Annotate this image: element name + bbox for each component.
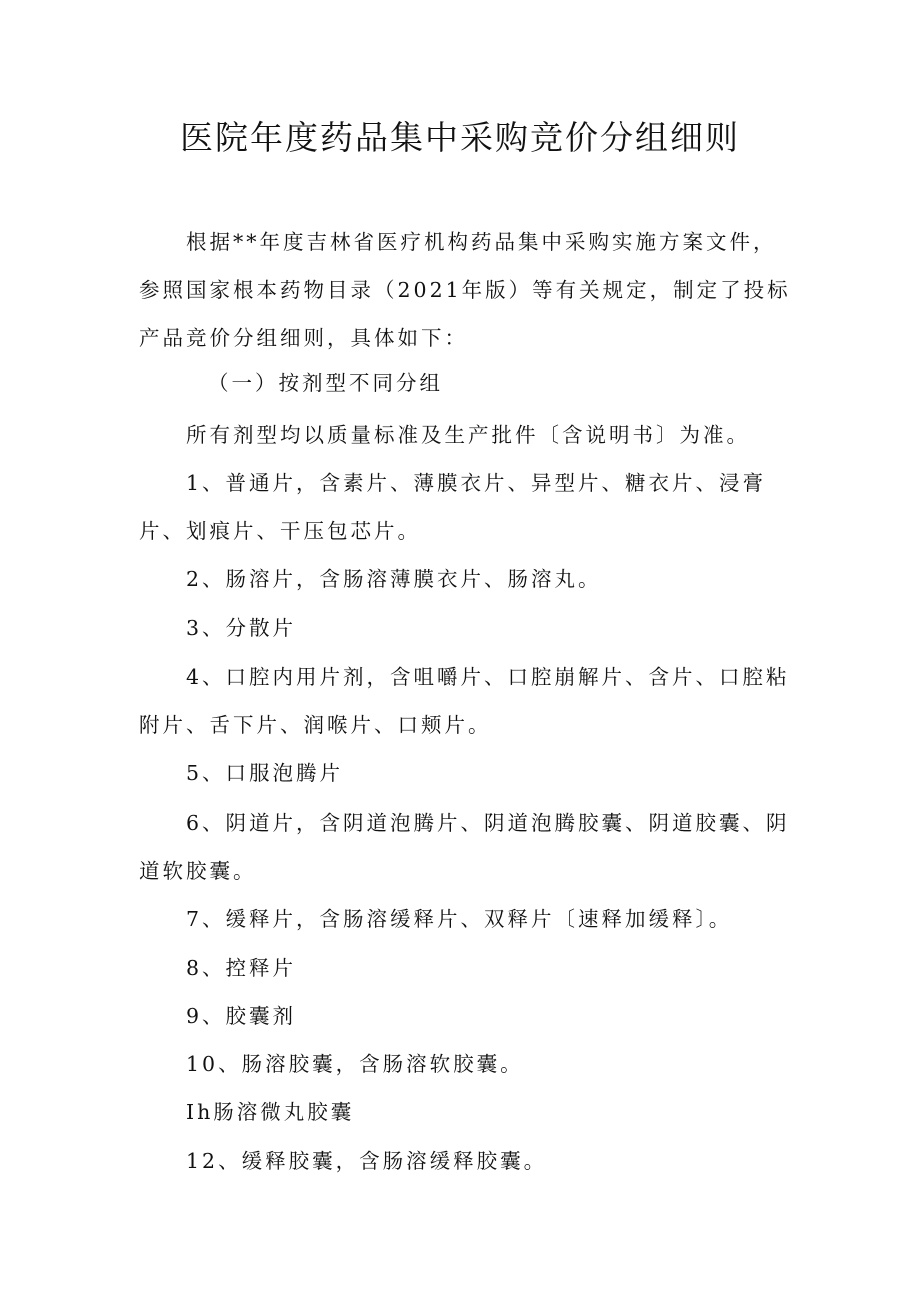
intro-paragraph: 根据**年度吉林省医疗机构药品集中采购实施方案文件，参照国家根本药物目录（2021年版）等有关规定，制定了投标产品竞价分组细则，具体如下： [139, 230, 791, 350]
standard-note: 所有剂型均以质量标准及生产批件〔含说明书〕为准。 [186, 423, 750, 447]
list-item: 3、分散片 [186, 616, 297, 640]
list-item: 8、控释片 [186, 956, 297, 980]
list-item: 4、口腔内用片剂，含咀嚼片、口腔崩解片、含片、口腔粘附片、舌下片、润喉片、口颊片。 [139, 665, 790, 737]
document-title: 医院年度药品集中采购竞价分组细则 [180, 118, 740, 157]
section-heading: （一）按剂型不同分组 [208, 371, 443, 395]
list-item: 10、肠溶胶囊，含肠溶软胶囊。 [186, 1052, 524, 1076]
list-item: 5、口服泡腾片 [186, 761, 344, 785]
list-item: 1、普通片，含素片、薄膜衣片、异型片、糖衣片、浸膏片、划痕片、干压包芯片。 [139, 471, 767, 543]
list-item: 7、缓释片，含肠溶缓释片、双释片〔速释加缓释〕。 [186, 907, 733, 931]
list-item: 6、阴道片，含阴道泡腾片、阴道泡腾胶囊、阴道胶囊、阴道软胶囊。 [139, 811, 790, 883]
list-item: 2、肠溶片，含肠溶薄膜衣片、肠溶丸。 [186, 567, 602, 591]
list-item: 12、缓释胶囊，含肠溶缓释胶囊。 [186, 1149, 548, 1173]
list-item: Ih肠溶微丸胶囊 [186, 1100, 355, 1124]
list-item: 9、胶囊剂 [186, 1004, 297, 1028]
